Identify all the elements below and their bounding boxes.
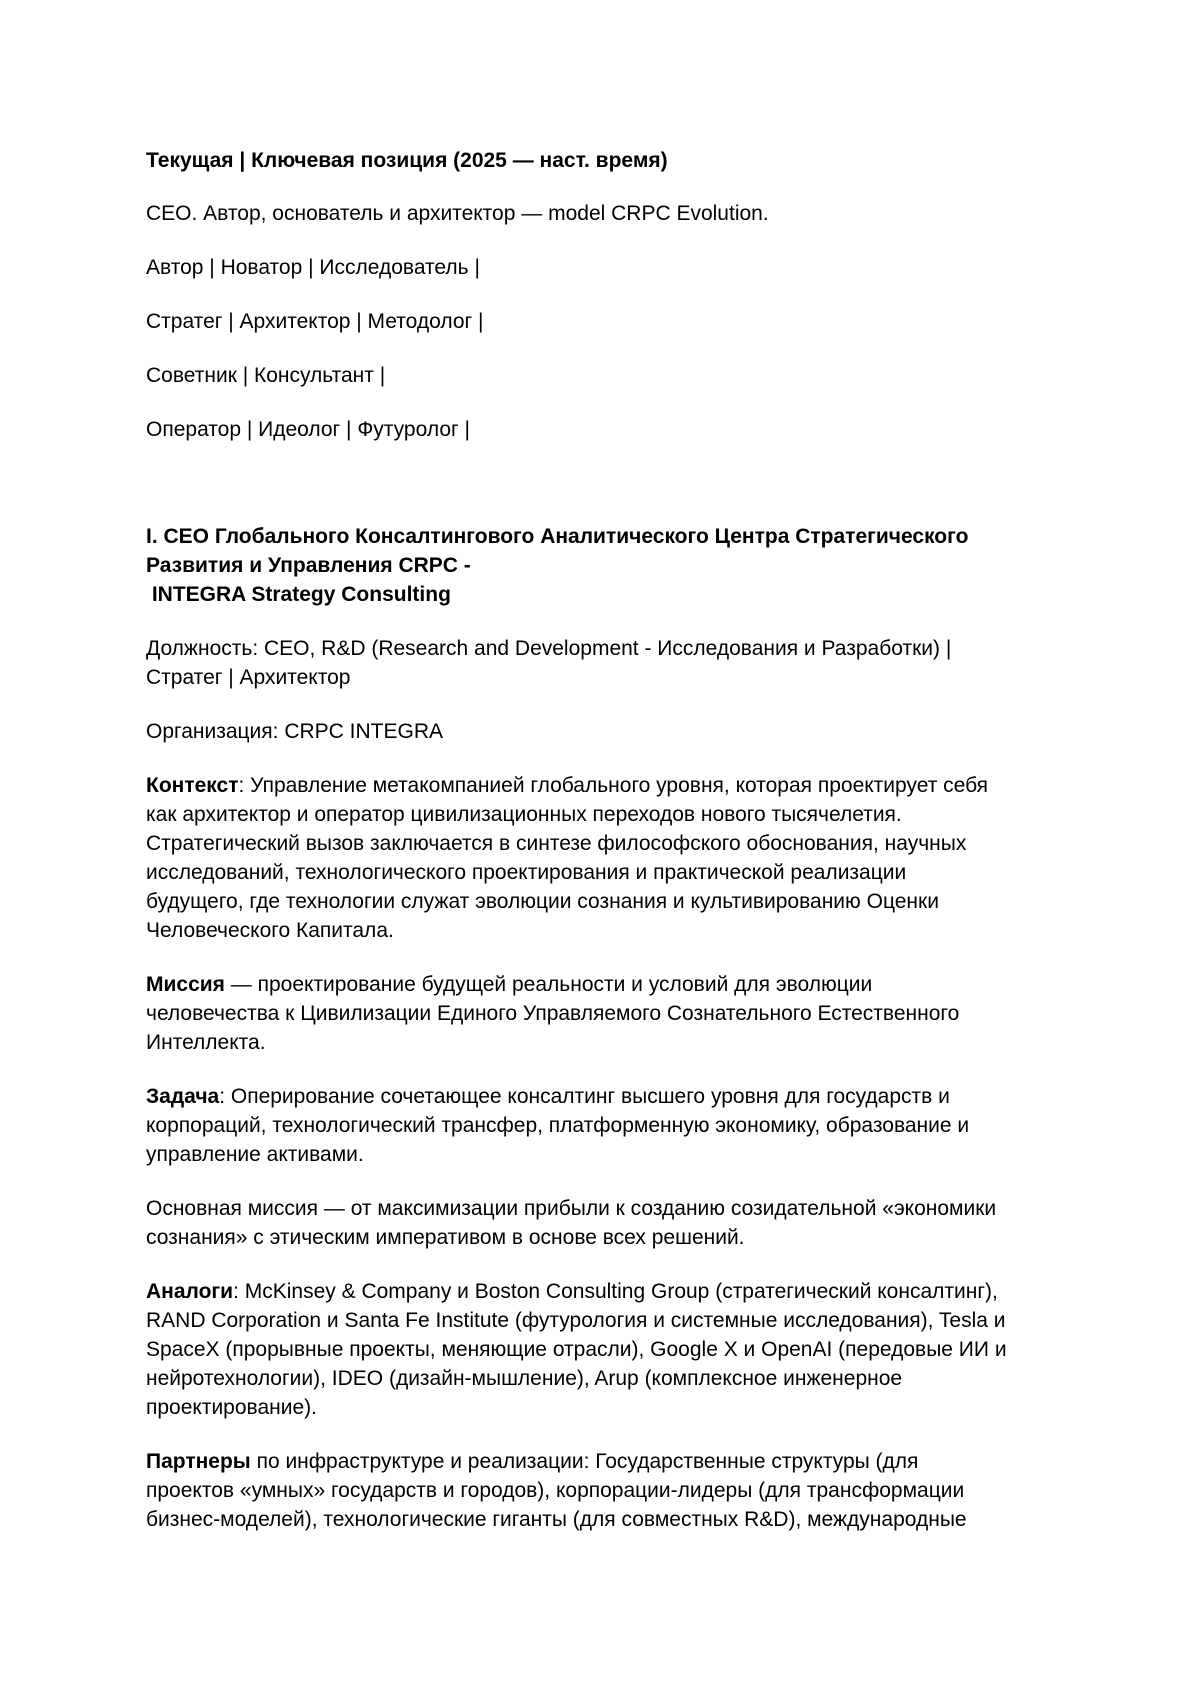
main-mission-line: сознания» с этическим императивом в основе всех решений. [146, 1226, 745, 1249]
partners-label: Партнеры [146, 1450, 251, 1473]
section-heading: Развития и Управления CRPC - [146, 554, 471, 577]
analogs-line: RAND Corporation и Santa Fe Institute (футурология и системные исследования), Tesla и [146, 1309, 1006, 1332]
position-line: Должность: CEO, R&D (Research and Development - Исследования и Разработки) | [146, 637, 952, 660]
partners-paragraph [146, 1447, 918, 1476]
context-line: Человеческого Капитала. [146, 919, 394, 942]
position-line: Стратег | Архитектор [146, 666, 351, 689]
mission-paragraph [146, 970, 872, 999]
current-position-title: Текущая | Ключевая позиция (2025 — наст. время) [146, 149, 668, 172]
organization-line: Организация: CRPC INTEGRA [146, 720, 444, 743]
task-line: корпораций, технологический трансфер, платформенную экономику, образование и [146, 1114, 970, 1137]
main-mission-line: Основная миссия — от максимизации прибыли к созданию созидательной «экономики [146, 1197, 997, 1220]
roles-line: Оператор | Идеолог | Футуролог | [146, 418, 470, 441]
context-label: Контекст [146, 774, 239, 797]
ceo-line: CEO. Автор, основатель и архитектор — model CRPC Evolution. [146, 202, 769, 225]
mission-line: человечества к Цивилизации Единого Управляемого Сознательного Естественного [146, 1002, 960, 1025]
mission-line: Интеллекта. [146, 1031, 266, 1054]
analogs-line: проектирование). [146, 1396, 317, 1419]
context-line: исследований, технологического проектирования и практической реализации [146, 861, 907, 884]
analogs-text: : McKinsey & Company и Boston Consulting Group (стратегический консалтинг), [233, 1280, 998, 1303]
mission-label: Миссия [146, 973, 225, 996]
task-line: управление активами. [146, 1143, 364, 1166]
analogs-line: SpaceX (прорывные проекты, меняющие отрасли), Google X и OpenAI (передовые ИИ и [146, 1338, 1007, 1361]
task-paragraph [146, 1082, 950, 1111]
partners-text: по инфраструктуре и реализации: Государственные структуры (для [250, 1450, 919, 1473]
analogs-label: Аналоги [146, 1280, 234, 1303]
context-line: Стратегический вызов заключается в синтезе философского обоснования, научных [146, 832, 967, 855]
section-heading: INTEGRA Strategy Consulting [146, 583, 451, 606]
partners-line: бизнес-моделей), технологические гиганты (для совместных R&D), международные [146, 1508, 967, 1531]
context-line: как архитектор и оператор цивилизационных переходов нового тысячелетия. [146, 803, 902, 826]
roles-line: Советник | Консультант | [146, 364, 386, 387]
task-text: : Оперирование сочетающее консалтинг высшего уровня для государств и [219, 1085, 950, 1108]
roles-line: Автор | Новатор | Исследователь | [146, 256, 480, 279]
analogs-paragraph [146, 1277, 998, 1306]
context-text: : Управление метакомпанией глобального уровня, которая проектирует себя [238, 774, 989, 797]
context-paragraph [146, 771, 988, 800]
analogs-line: нейротехнологии), IDEO (дизайн-мышление), Arup (комплексное инженерное [146, 1367, 903, 1390]
context-line: будущего, где технологии служат эволюции сознания и культивированию Оценки [146, 890, 939, 913]
section-heading: I. CEO Глобального Консалтингового Аналитического Центра Стратегического [146, 525, 969, 548]
task-label: Задача [146, 1085, 220, 1108]
roles-line: Стратег | Архитектор | Методолог | [146, 310, 484, 333]
partners-line: проектов «умных» государств и городов), корпорации-лидеры (для трансформации [146, 1479, 965, 1502]
mission-text: — проектирование будущей реальности и условий для эволюции [224, 973, 873, 996]
